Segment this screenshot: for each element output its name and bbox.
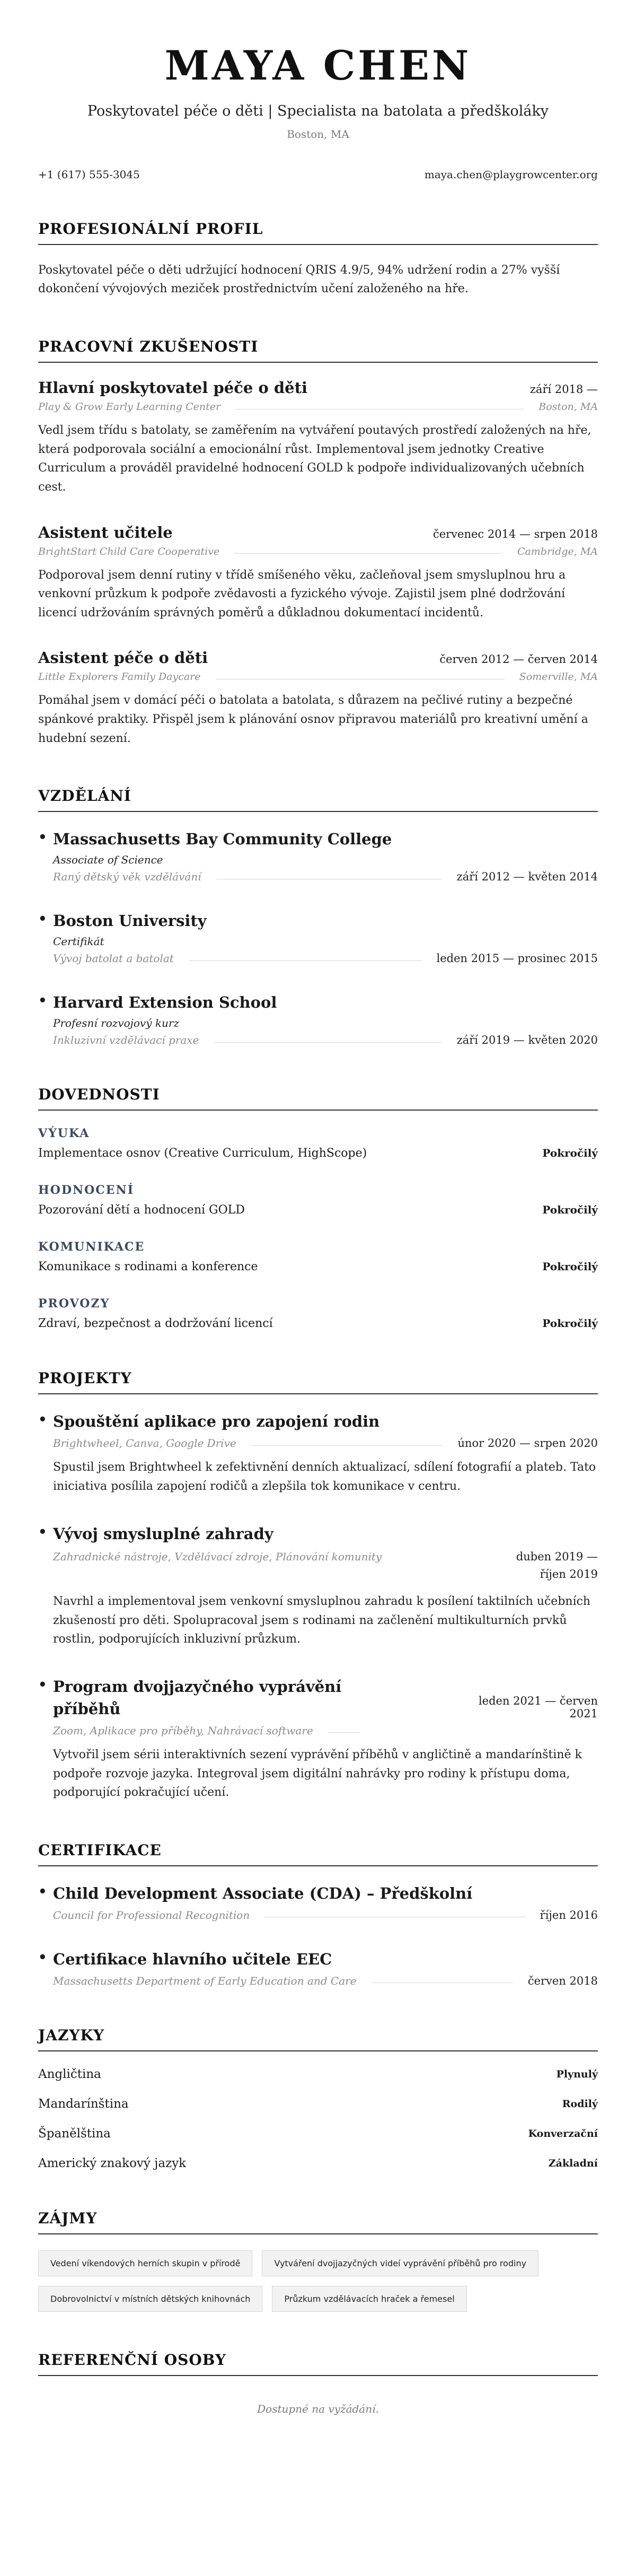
job-date: září 2018 — (529, 383, 598, 396)
skill-name: Zdraví, bezpečnost a dodržování licencí (38, 1317, 273, 1331)
project-description: Navrhl a implementoval jsem venkovní smysluplnou zahradu k posílení taktilních učebních zkušeností pro děti. Spolupracoval jsem s rodinami na začlenění multikulturních prvků rostlin, podporujících inkluzivní průzkum. (53, 1594, 591, 1646)
certification-issuer: Council for Professional Recognition (53, 1908, 250, 1922)
certification-date: říjen 2016 (540, 1908, 598, 1922)
candidate-location: Boston, MA (287, 127, 349, 141)
job-role: Asistent péče o děti (38, 649, 208, 667)
skill-level: Pokročilý (542, 1203, 598, 1217)
field-of-study: Raný dětský věk vzdělávání (53, 870, 201, 884)
candidate-tagline: Poskytovatel péče o děti | Specialista na batolata a předškoláky (87, 102, 549, 119)
interest-tag: Vytváření dvojjazyčných videí vyprávění příběhů pro rodiny (262, 2250, 538, 2276)
field-of-study: Vývoj batolat a batolat (53, 952, 174, 965)
skill-name: Pozorování dětí a hodnocení GOLD (38, 1203, 245, 1217)
section-title: PROFESIONÁLNÍ PROFIL (38, 220, 598, 245)
section-title: CERTIFIKACE (38, 1841, 598, 1866)
language-level: Základní (548, 2157, 598, 2169)
school-name: Massachusetts Bay Community College (53, 830, 392, 849)
section-title: REFERENČNÍ OSOBY (38, 2351, 598, 2376)
candidate-name: MAYA CHEN (164, 42, 472, 89)
project-tools: Zoom, Aplikace pro příběhy, Nahrávací software (53, 1724, 313, 1737)
project-name: Vývoj smysluplné zahrady (53, 1524, 273, 1543)
bullet-icon: • (38, 829, 47, 846)
certification-name: Child Development Associate (CDA) – Předškolní (53, 1884, 473, 1902)
language-row (38, 2067, 598, 2081)
project-description: Vytvořil jsem sérii interaktivních sezení vyprávění příběhů v angličtině a mandarínštině k podpoře rozvoje jazyka. Integroval jsem digitální nahrávky pro rodiny k přístupu doma, podporující pokračující učení. (53, 1748, 582, 1800)
languages-section (38, 2027, 598, 2170)
skill-category: VÝUKA (38, 1127, 90, 1141)
skill-name: Komunikace s rodinami a konference (38, 1260, 258, 1274)
skill-group (38, 1240, 598, 1273)
job-entry (38, 649, 598, 748)
skill-name: Implementace osnov (Creative Curriculum, HighScope) (38, 1147, 367, 1160)
skills-section (38, 1086, 598, 1330)
bullet-icon: • (38, 1524, 47, 1540)
email-address: maya.chen@playgrowcenter.org (424, 168, 598, 181)
project-tools: Brightwheel, Canva, Google Drive (53, 1437, 236, 1450)
leader-line (214, 1042, 441, 1043)
job-location: Boston, MA (538, 401, 598, 413)
references-text: Dostupné na vyžádání. (257, 2402, 379, 2415)
skill-category: KOMUNIKACE (38, 1240, 145, 1254)
bullet-icon: • (38, 993, 47, 1009)
skill-level: Pokročilý (542, 1317, 598, 1330)
school-name: Boston University (53, 912, 207, 930)
job-location: Cambridge, MA (517, 545, 598, 557)
project-name: Program dvojjazyčného vyprávění příběhů (53, 1677, 342, 1718)
section-title: ZÁJMY (38, 2210, 598, 2234)
leader-line (251, 1445, 443, 1446)
skill-group (38, 1183, 598, 1217)
skill-group (38, 1127, 598, 1160)
interest-tag: Dobrovolnictví v místních dětských knihovnách (38, 2286, 262, 2312)
education-date: září 2012 — květen 2014 (456, 870, 598, 884)
leader-line (234, 553, 502, 554)
job-entry (38, 379, 598, 497)
education-entry (38, 910, 598, 965)
phone-number: +1 (617) 555-3045 (38, 168, 140, 181)
bullet-icon: • (38, 1676, 47, 1693)
language-level: Plynulý (556, 2068, 598, 2080)
section-title: DOVEDNOSTI (38, 1086, 598, 1111)
skill-category: HODNOCENÍ (38, 1183, 134, 1198)
degree: Profesní rozvojový kurz (53, 1017, 179, 1030)
interest-tag: Vedení víkendových herních skupin v přírodě (38, 2250, 252, 2276)
job-org: Play & Grow Early Learning Center (38, 401, 221, 413)
degree: Certifikát (53, 935, 104, 948)
education-section (38, 787, 598, 1046)
job-org: Little Explorers Family Daycare (38, 671, 201, 683)
profile-section (38, 220, 598, 299)
leader-line (189, 960, 422, 961)
experience-section (38, 338, 598, 748)
certification-issuer: Massachusetts Department of Early Education and Care (53, 1974, 357, 1987)
project-entry (38, 1675, 598, 1802)
language-row (38, 2097, 598, 2111)
job-description: Vedl jsem třídu s batolaty, se zaměřením na vytváření poutavých prostředí založených na hře, která podporovala sociální a emocionální růst. Implementoval jsem jednotky Creative Curriculum a prováděl pravidelné hodnocení GOLD k podpoře individualizovaných učebních cest. (38, 424, 591, 494)
bullet-icon: • (38, 1412, 47, 1428)
language-row (38, 2127, 598, 2141)
projects-section (38, 1369, 598, 1802)
language-row (38, 2156, 598, 2170)
section-title: PRACOVNÍ ZKUŠENOSTI (38, 338, 598, 363)
skill-category: PROVOZY (38, 1297, 110, 1311)
education-entry (38, 991, 598, 1046)
certification-entry (38, 1882, 598, 1922)
job-description: Pomáhal jsem v domácí péči o batolata a batolata, s důrazem na pečlivé rutiny a bezpečné spánkové praktiky. Přispěl jsem k plánování osnov připravou materiálů pro kreativní umění a hudební sezení. (38, 694, 588, 745)
project-date: duben 2019 — říjen 2019 (516, 1550, 598, 1581)
interest-tags (38, 2250, 568, 2312)
profile-text: Poskytovatel péče o děti udržující hodnocení QRIS 4.9/5, 94% udržení rodin a 27% vyšší dokončení vývojových meziček prostřednictvím učení založeného na hře. (38, 263, 560, 296)
certification-name: Certifikace hlavního učitele EEC (53, 1950, 332, 1968)
project-date: únor 2020 — srpen 2020 (457, 1437, 598, 1450)
job-role: Asistent učitele (38, 523, 173, 542)
language-level: Konverzační (528, 2127, 598, 2140)
interests-section (38, 2210, 598, 2312)
field-of-study: Inkluzivní vzdělávací praxe (53, 1034, 199, 1047)
degree: Associate of Science (53, 853, 163, 867)
education-date: září 2019 — květen 2020 (456, 1034, 598, 1047)
bullet-icon: • (38, 1883, 47, 1900)
job-role: Hlavní poskytovatel péče o děti (38, 379, 307, 397)
school-name: Harvard Extension School (53, 993, 277, 1012)
section-title: PROJEKTY (38, 1369, 598, 1394)
language-name: Španělština (38, 2126, 111, 2141)
project-description: Spustil jsem Brightwheel k zefektivnění denních aktualizací, sdílení fotografií a plateb. Tato iniciativa posílila zapojení rodičů a zlepšila tok komunikace v centru. (53, 1461, 596, 1494)
section-title: JAZYKY (38, 2027, 598, 2051)
project-entry (38, 1410, 598, 1496)
language-name: Mandarínština (38, 2097, 129, 2111)
leader-line (328, 1732, 360, 1733)
certification-entry (38, 1948, 598, 1987)
skill-level: Pokročilý (542, 1260, 598, 1273)
resume-header (38, 42, 598, 141)
interest-tag: Průzkum vzdělávacích hraček a řemesel (272, 2286, 466, 2312)
job-entry (38, 523, 598, 623)
bullet-icon: • (38, 911, 47, 928)
language-name: Americký znakový jazyk (38, 2156, 187, 2170)
job-date: červen 2012 — červen 2014 (439, 653, 598, 666)
references-section (38, 2351, 598, 2415)
contact-row (38, 168, 598, 181)
job-date: červenec 2014 — srpen 2018 (432, 527, 598, 540)
project-entry (38, 1523, 598, 1649)
education-entry (38, 828, 598, 883)
bullet-icon: • (38, 1949, 47, 1966)
language-name: Angličtina (38, 2067, 101, 2081)
skill-level: Pokročilý (542, 1147, 598, 1160)
job-org: BrightStart Child Care Cooperative (38, 545, 220, 557)
skill-group (38, 1297, 598, 1330)
project-name: Spouštění aplikace pro zapojení rodin (53, 1412, 380, 1431)
job-description: Podporoval jsem denní rutiny v třídě smíšeného věku, začleňoval jsem smysluplnou hru a venkovní průzkum k podpoře zvědavosti a fyzického vývoje. Zajistil jsem plné dodržování licencí udržováním správných poměrů a důkladnou dokumentací incidentů. (38, 568, 566, 619)
project-tools: Zahradnické nástroje, Vzdělávací zdroje, Plánování komunity (53, 1550, 382, 1563)
certifications-section (38, 1841, 598, 1987)
certification-date: červen 2018 (527, 1974, 598, 1987)
education-date: leden 2015 — prosinec 2015 (436, 952, 598, 965)
job-location: Somerville, MA (519, 671, 598, 683)
section-title: VZDĚLÁNÍ (38, 787, 598, 812)
project-date: leden 2021 — červen 2021 (478, 1694, 598, 1720)
language-level: Rodilý (562, 2098, 598, 2110)
